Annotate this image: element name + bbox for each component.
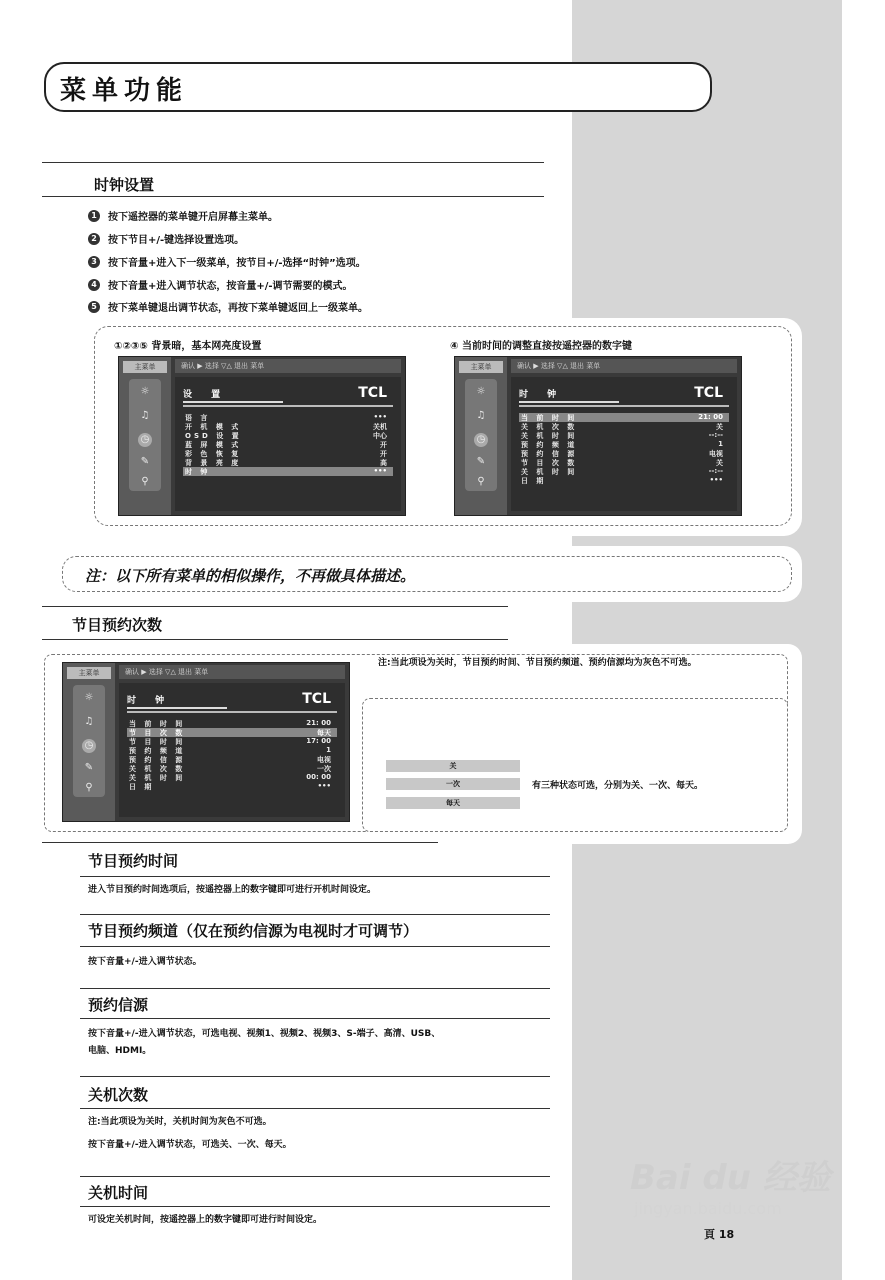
section-text: 注:当此项设为关时，关机时间为灰色不可选。 [88,1117,272,1127]
wrench-icon: ✎ [140,456,150,467]
picture-icon: ☼ [140,386,150,397]
booking-note: 注:当此项设为关时，节目预约时间、节目预约频道、预约信源均为灰色不可选。 [378,658,697,668]
divider [80,876,550,877]
page-title: 菜单功能 [60,76,189,106]
search-icon: ⚲ [477,476,485,487]
option-once: 一次 [386,778,520,790]
menu-title: 时 钟 [127,693,227,709]
search-icon: ⚲ [85,782,93,793]
step-5: 5 按下菜单键退出调节状态，再按下菜单键返回上一级菜单。 [88,299,368,314]
menu-row: 语 言 ••• [185,413,387,422]
divider [80,1206,550,1207]
tcl-logo: TCL [358,385,387,401]
picture-icon: ☼ [476,386,486,397]
section-heading: 节目预约频道（仅在预约信源为电视时才可调节） [88,922,419,940]
sound-icon: ♫ [140,410,150,421]
divider [80,1018,550,1019]
menu-row: 日 期 ••• [129,782,331,791]
divider [42,639,508,640]
step-2: 2 按下节目+/-键选择设置选项。 [88,231,244,246]
menu-row: 节 目 时 间 17: 00 [129,737,331,746]
menu-row: 日 期 ••• [521,476,723,485]
step-1: 1 按下遥控器的菜单键开启屏幕主菜单。 [88,208,278,223]
search-icon: ⚲ [141,476,149,487]
menu-title: 设 置 [183,387,283,403]
menu-row: 关 机 时 间 --:-- [521,467,723,476]
menu-row: 关 机 次 数 一次 [129,765,331,773]
sound-icon: ♫ [476,410,486,421]
section-text: 按下音量+/-进入调节状态。 [88,957,202,967]
section-text: 按下音量+/-进入调节状态，可选电视、视频1、视频2、视频3、S-端子、高清、USB、 [88,1029,441,1039]
sound-icon: ♫ [84,716,94,727]
divider [42,606,508,607]
menu-row-selected: 当 前 时 间 21: 00 [519,413,729,422]
menu-row: 节 目 次 数 关 [521,459,723,467]
section-heading: 节目预约时间 [88,852,179,870]
menu-left-tab: 主菜单 [459,361,503,373]
wrench-icon: ✎ [476,456,486,467]
menu-row-selected: 节 目 次 数 每天 [127,728,337,737]
menu-row: 预 约 信 源 电视 [129,756,331,764]
watermark: Bai du 经验 jingyan.baidu.com [630,1158,831,1218]
section-text: 电脑、HDMI。 [88,1046,152,1056]
clock-icon: ◷ [82,739,96,753]
page-title-box [44,62,712,112]
divider [80,946,550,947]
section-text: 按下音量+/-进入调节状态，可选关、一次、每天。 [88,1140,292,1150]
booking-count-heading: 节目预约次数 [72,616,163,634]
menu-left-tab: 主菜单 [67,667,111,679]
menu-row: 关 机 时 间 00: 00 [129,773,331,782]
options-desc: 有三种状态可选，分别为关、一次、每天。 [532,781,704,791]
divider [80,988,550,989]
clock-icon: ◷ [138,433,152,447]
divider [80,1076,550,1077]
clock-icon: ◷ [474,433,488,447]
section-heading: 预约信源 [88,996,149,1014]
menu-row: OSD 设 置 中心 [185,432,387,440]
option-daily: 每天 [386,797,520,809]
step-3: 3 按下音量+进入下一级菜单，按节目+/-选择“时钟”选项。 [88,254,366,269]
menu-topbar: 确认 ▶ 选择 ▽△ 退出 菜单 [119,665,345,679]
section-text: 进入节目预约时间选项后，按遥控器上的数字键即可进行开机时间设定。 [88,885,377,895]
picture-icon: ☼ [84,692,94,703]
menu-screenshot-clock [454,356,742,516]
section-text: 可设定关机时间，按遥控器上的数字键即可进行时间设定。 [88,1215,323,1225]
section-heading: 关机时间 [88,1184,149,1202]
option-off: 关 [386,760,520,772]
menu-title: 时 钟 [519,387,619,403]
step-4: 4 按下音量+进入调节状态，按音量+/-调节需要的模式。 [88,277,353,292]
menu-row: 预 约 信 源 电视 [521,450,723,458]
divider [80,1108,550,1109]
menu-left-tab: 主菜单 [123,361,167,373]
menu-row: 预 约 频 道 1 [129,746,331,755]
page-number: 頁 18 [704,1228,735,1241]
menu-screenshot-booking [62,662,350,822]
menu-row: 背 景 亮 度 高 [185,459,387,467]
wrench-icon: ✎ [84,762,94,773]
menu-row: 开 机 模 式 关机 [185,423,387,431]
menu-screenshot-setup [118,356,406,516]
section-heading: 关机次数 [88,1086,149,1104]
menu-row: 关 机 次 数 关 [521,423,723,431]
tcl-logo: TCL [694,385,723,401]
note-box [62,556,792,592]
menu-row: 蓝 屏 模 式 开 [185,441,387,449]
menu-row: 当 前 时 间 21: 00 [129,719,331,728]
menu-row: 关 机 时 间 --:-- [521,431,723,440]
note-main: 注：以下所有菜单的相似操作，不再做具体描述。 [85,567,416,585]
divider [42,162,544,163]
caption-left: ①②③⑤ 背景暗，基本网亮度设置 [114,341,262,352]
divider [80,914,550,915]
menu-topbar: 确认 ▶ 选择 ▽△ 退出 菜单 [175,359,401,373]
caption-right: ④ 当前时间的调整直接按遥控器的数字键 [450,341,632,352]
divider [80,1176,550,1177]
menu-row: 彩 色 恢 复 开 [185,450,387,458]
tcl-logo: TCL [302,691,331,707]
side-gray-band [572,0,842,1280]
clock-heading: 时钟设置 [94,176,155,194]
menu-row: 预 约 频 道 1 [521,440,723,449]
divider [42,196,544,197]
divider [42,842,438,843]
menu-row-selected: 时 钟 ••• [183,467,393,476]
menu-topbar: 确认 ▶ 选择 ▽△ 退出 菜单 [511,359,737,373]
